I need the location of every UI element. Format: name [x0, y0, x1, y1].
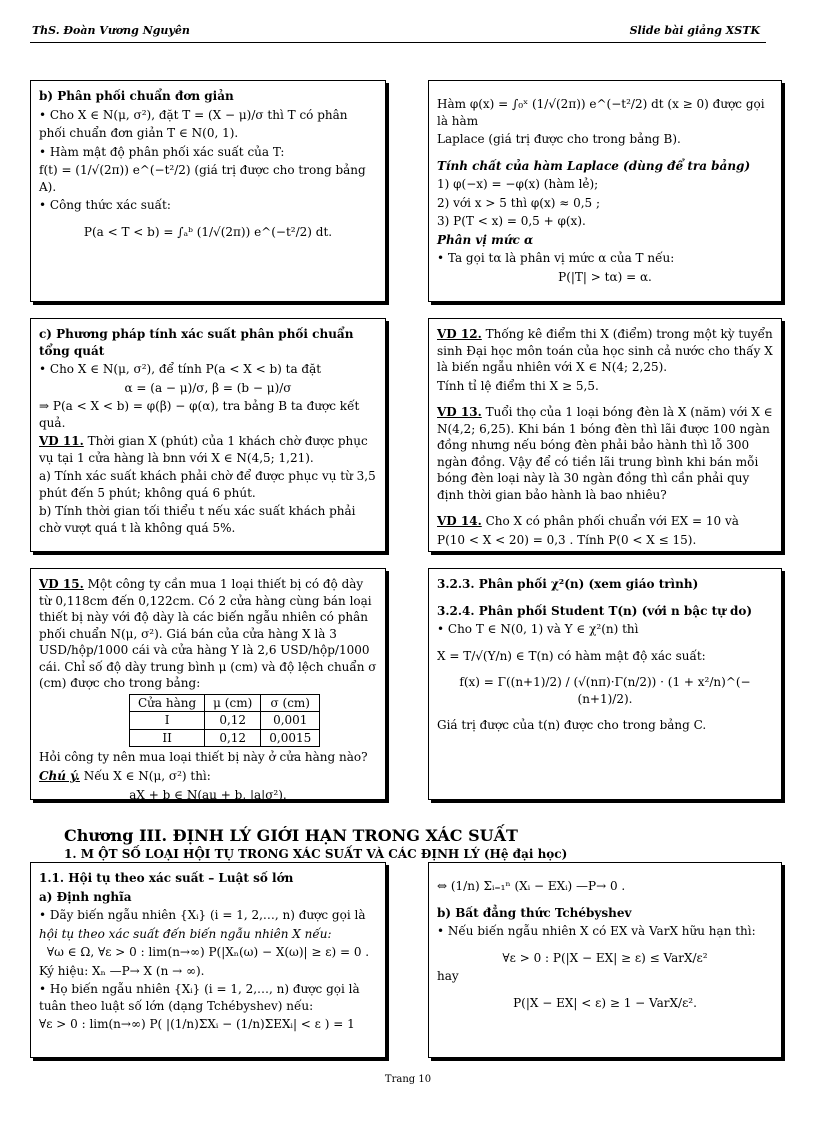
section-title: 1. M ỘT SỐ LOẠI HỘI TỤ TRONG XÁC SUẤT VÀ CÁC ĐỊNH LÝ (Hệ đại học) — [64, 847, 568, 861]
box-convergence — [30, 862, 386, 1058]
box-laplace — [428, 80, 782, 302]
box-examples-12-14 — [428, 318, 782, 552]
note-text: Nếu X ∈ N(μ, σ²) thì: — [83, 769, 211, 784]
box8-title: b) Bất đẳng thức Tchébyshev — [437, 905, 632, 920]
vd11-text: Thời gian X (phút) của 1 khách chờ được phục vụ tại 1 cửa hàng là bnn với X ∈ N(4,5; 1,21). — [39, 434, 368, 465]
box8-line3: ∀ε > 0 : P(|X − EX| ≥ ε) ≤ VarX/ε² — [502, 950, 708, 965]
box1-line2: phối chuẩn đơn giản T ∈ N(0, 1). — [39, 126, 239, 141]
box-standard-normal — [30, 80, 386, 302]
header-right: Slide bài giảng XSTK — [629, 24, 760, 37]
box2-line2: Laplace (giá trị được cho trong bảng B). — [437, 132, 681, 147]
vd11-a: a) Tính xác suất khách phải chờ để được phục vụ từ 3,5 phút đến 5 phút; không quá 6 phút. — [39, 469, 376, 500]
header-divider — [30, 42, 766, 43]
box1-line4: f(t) = (1/√(2π)) e^(−t²/2) (giá trị được cho trong bảng A). — [39, 163, 366, 194]
page-number: Trang 10 — [384, 1074, 432, 1085]
table-header-cell: σ (cm) — [261, 694, 320, 712]
vd13-label: VD 13. — [437, 405, 482, 420]
box7-line3: ∀ω ∈ Ω, ∀ε > 0 : lim(n→∞) P(|Xₙ(ω) − X(ω)| ≥ ε) = 0 . — [46, 945, 370, 960]
vd13-text: Tuổi thọ của 1 loại bóng đèn là X (năm) với X ∈ N(4,2; 6,25). Khi bán 1 bóng đèn thì lãi được 100 ngàn đồng nhưng nếu bóng đèn phải bảo hành thì lỗ 300 ngàn đồng. Vậy để có tiền lãi trung bình khi bán mỗi bóng đèn loại này là 30 ngàn đồng thì cần phải quy định thời gian bảo hành là bao nhiêu? — [437, 405, 773, 502]
vd12-question: Tính tỉ lệ điểm thi X ≥ 5,5. — [437, 378, 599, 393]
table-cell: 0,12 — [205, 729, 261, 747]
box7-subtitle: a) Định nghĩa — [39, 889, 132, 904]
box2-line5: 3) P(T < x) = 0,5 + φ(x). — [437, 214, 586, 229]
box2-line6: • Ta gọi tα là phân vị mức α của T nếu: — [437, 251, 675, 266]
vd11-b: b) Tính thời gian tối thiểu t nếu xác suất khách phải chờ vượt quá t là không quá 5%. — [39, 504, 356, 536]
box3-title: c) Phương pháp tính xác suất phân phối chuẩn tổng quát — [39, 327, 354, 358]
table-header-cell: Cửa hàng — [130, 694, 205, 712]
box8-line5: P(|X − EX| < ε) ≥ 1 − VarX/ε². — [513, 995, 697, 1010]
table-cell: 0,001 — [261, 712, 320, 730]
box2-line4: 2) với x > 5 thì φ(x) ≈ 0,5 ; — [437, 195, 601, 210]
box1-line3: • Hàm mật độ phân phối xác suất của T: — [39, 144, 285, 159]
box3-line1: • Cho X ∈ N(μ, σ²), để tính P(a < X < b) ta đặt — [39, 362, 322, 377]
box-general-normal — [30, 318, 386, 552]
box3-line3: ⇒ P(a < X < b) = φ(β) − φ(α), tra bảng B ta được kết quả. — [39, 399, 360, 430]
vd15-text: Một công ty cần mua 1 loại thiết bị có độ dày từ 0,118cm đến 0,122cm. Có 2 cửa hàng cùng bán loại thiết bị này với độ dày là các biến ngẫu nhiên có phân phối chuẩn N(μ, σ²). Giá bán của cửa hàng X là 3 USD/hộp/1000 cái và cửa hàng Y là 2,6 USD/hộp/1000 cái. Chỉ số độ dày trung bình μ (cm) và độ lệch chuẩn σ (cm) được cho trong bảng: — [39, 577, 377, 691]
box2-line1: Hàm φ(x) = ∫₀ˣ (1/√(2π)) e^(−t²/2) dt (x ≥ 0) được gọi là hàm — [437, 97, 765, 128]
box7-title: 1.1. Hội tụ theo xác suất – Luật số lớn — [39, 871, 294, 885]
note-label: Chú ý. — [39, 769, 80, 784]
box8-line2: • Nếu biến ngẫu nhiên X có EX và VarX hữu hạn thì: — [437, 924, 756, 939]
box2-line7: P(|T| > tα) = α. — [558, 269, 652, 284]
box7-line5: • Họ biến ngẫu nhiên {Xᵢ} (i = 1, 2,…, n) được gọi là tuân theo luật số lớn (dạng Tchébyshev) nếu: — [39, 982, 360, 1013]
table-cell: 0,12 — [205, 712, 261, 730]
box7-line1: • Dãy biến ngẫu nhiên {Xᵢ} (i = 1, 2,…, n) được gọi là — [39, 908, 366, 923]
box8-line4: hay — [437, 969, 459, 984]
box6-line4: Giá trị được của t(n) được cho trong bảng C. — [437, 718, 707, 733]
box2-title: Tính chất của hàm Laplace (dùng để tra bảng) — [437, 158, 751, 173]
table-header-cell: μ (cm) — [205, 694, 261, 712]
box6-line1: • Cho T ∈ N(0, 1) và Y ∈ χ²(n) thì — [437, 622, 639, 637]
note-formula: aX + b ∈ N(aμ + b, |a|σ²). — [129, 787, 287, 802]
vd12-label: VD 12. — [437, 327, 482, 341]
box1-line5: • Công thức xác suất: — [39, 198, 171, 213]
vd14-text: Cho X có phân phối chuẩn với EX = 10 và — [485, 514, 739, 529]
box7-line6: ∀ε > 0 : lim(n→∞) P( |(1/n)ΣXᵢ − (1/n)ΣEXᵢ| < ε ) = 1 — [39, 1017, 355, 1032]
box6-section2: 3.2.4. Phân phối Student T(n) (với n bậc tự do) — [437, 603, 753, 618]
vd15-question: Hỏi công ty nên mua loại thiết bị này ở cửa hàng nào? — [39, 750, 368, 765]
table-cell: 0,0015 — [261, 729, 320, 747]
vd12-text: Thống kê điểm thi X (điểm) trong một kỳ tuyển sinh Đại học môn toán của học sinh cả nước cho thấy X là biến ngẫu nhiên với X ∈ N(4; 2,25). — [437, 327, 773, 375]
table-cell: I — [130, 712, 205, 730]
table-cell: II — [130, 729, 205, 747]
table-header-row — [130, 694, 320, 712]
box-chi-student — [428, 568, 782, 800]
box6-section1: 3.2.3. Phân phối χ²(n) (xem giáo trình) — [437, 577, 699, 591]
box2-title2: Phân vị mức α — [437, 232, 534, 247]
box6-line2: X = T/√(Y/n) ∈ T(n) có hàm mật độ xác suất: — [437, 648, 706, 663]
box2-line3: 1) φ(−x) = −φ(x) (hàm lẻ); — [437, 177, 599, 192]
box1-line1: • Cho X ∈ N(μ, σ²), đặt T = (X − μ)/σ thì T có phân — [39, 107, 348, 122]
box8-line1: ⇔ (1/n) Σᵢ₌₁ⁿ (Xᵢ − EXᵢ) —P→ 0 . — [437, 879, 626, 893]
box1-formula: P(a < T < b) = ∫ₐᵇ (1/√(2π)) e^(−t²/2) dt. — [83, 224, 333, 239]
box3-line2: α = (a − μ)/σ, β = (b − μ)/σ — [124, 380, 292, 395]
box7-line2: hội tụ theo xác suất đến biến ngẫu nhiên X nếu: — [39, 926, 332, 941]
vd14-line2: P(10 < X < 20) = 0,3 . Tính P(0 < X ≤ 15). — [437, 533, 697, 548]
table-row — [130, 712, 320, 730]
box7-line4: Ký hiệu: Xₙ —P→ X (n → ∞). — [39, 963, 205, 978]
box-example-15 — [30, 568, 386, 800]
box-tchebyshev — [428, 862, 782, 1058]
header-left: ThS. Đoàn Vương Nguyên — [32, 24, 190, 37]
vd15-label: VD 15. — [39, 577, 84, 591]
vd15-table — [129, 694, 320, 748]
box6-line3: f(x) = Γ((n+1)/2) / (√(nπ)·Γ(n/2)) · (1 + x²/n)^(−(n+1)/2). — [459, 675, 751, 706]
table-row — [130, 729, 320, 747]
vd11-label: VD 11. — [39, 434, 84, 449]
vd14-label: VD 14. — [437, 514, 482, 529]
chapter-title: Chương III. ĐỊNH LÝ GIỚI HẠN TRONG XÁC SUẤT — [64, 826, 518, 845]
box1-title: b) Phân phối chuẩn đơn giản — [39, 89, 234, 103]
